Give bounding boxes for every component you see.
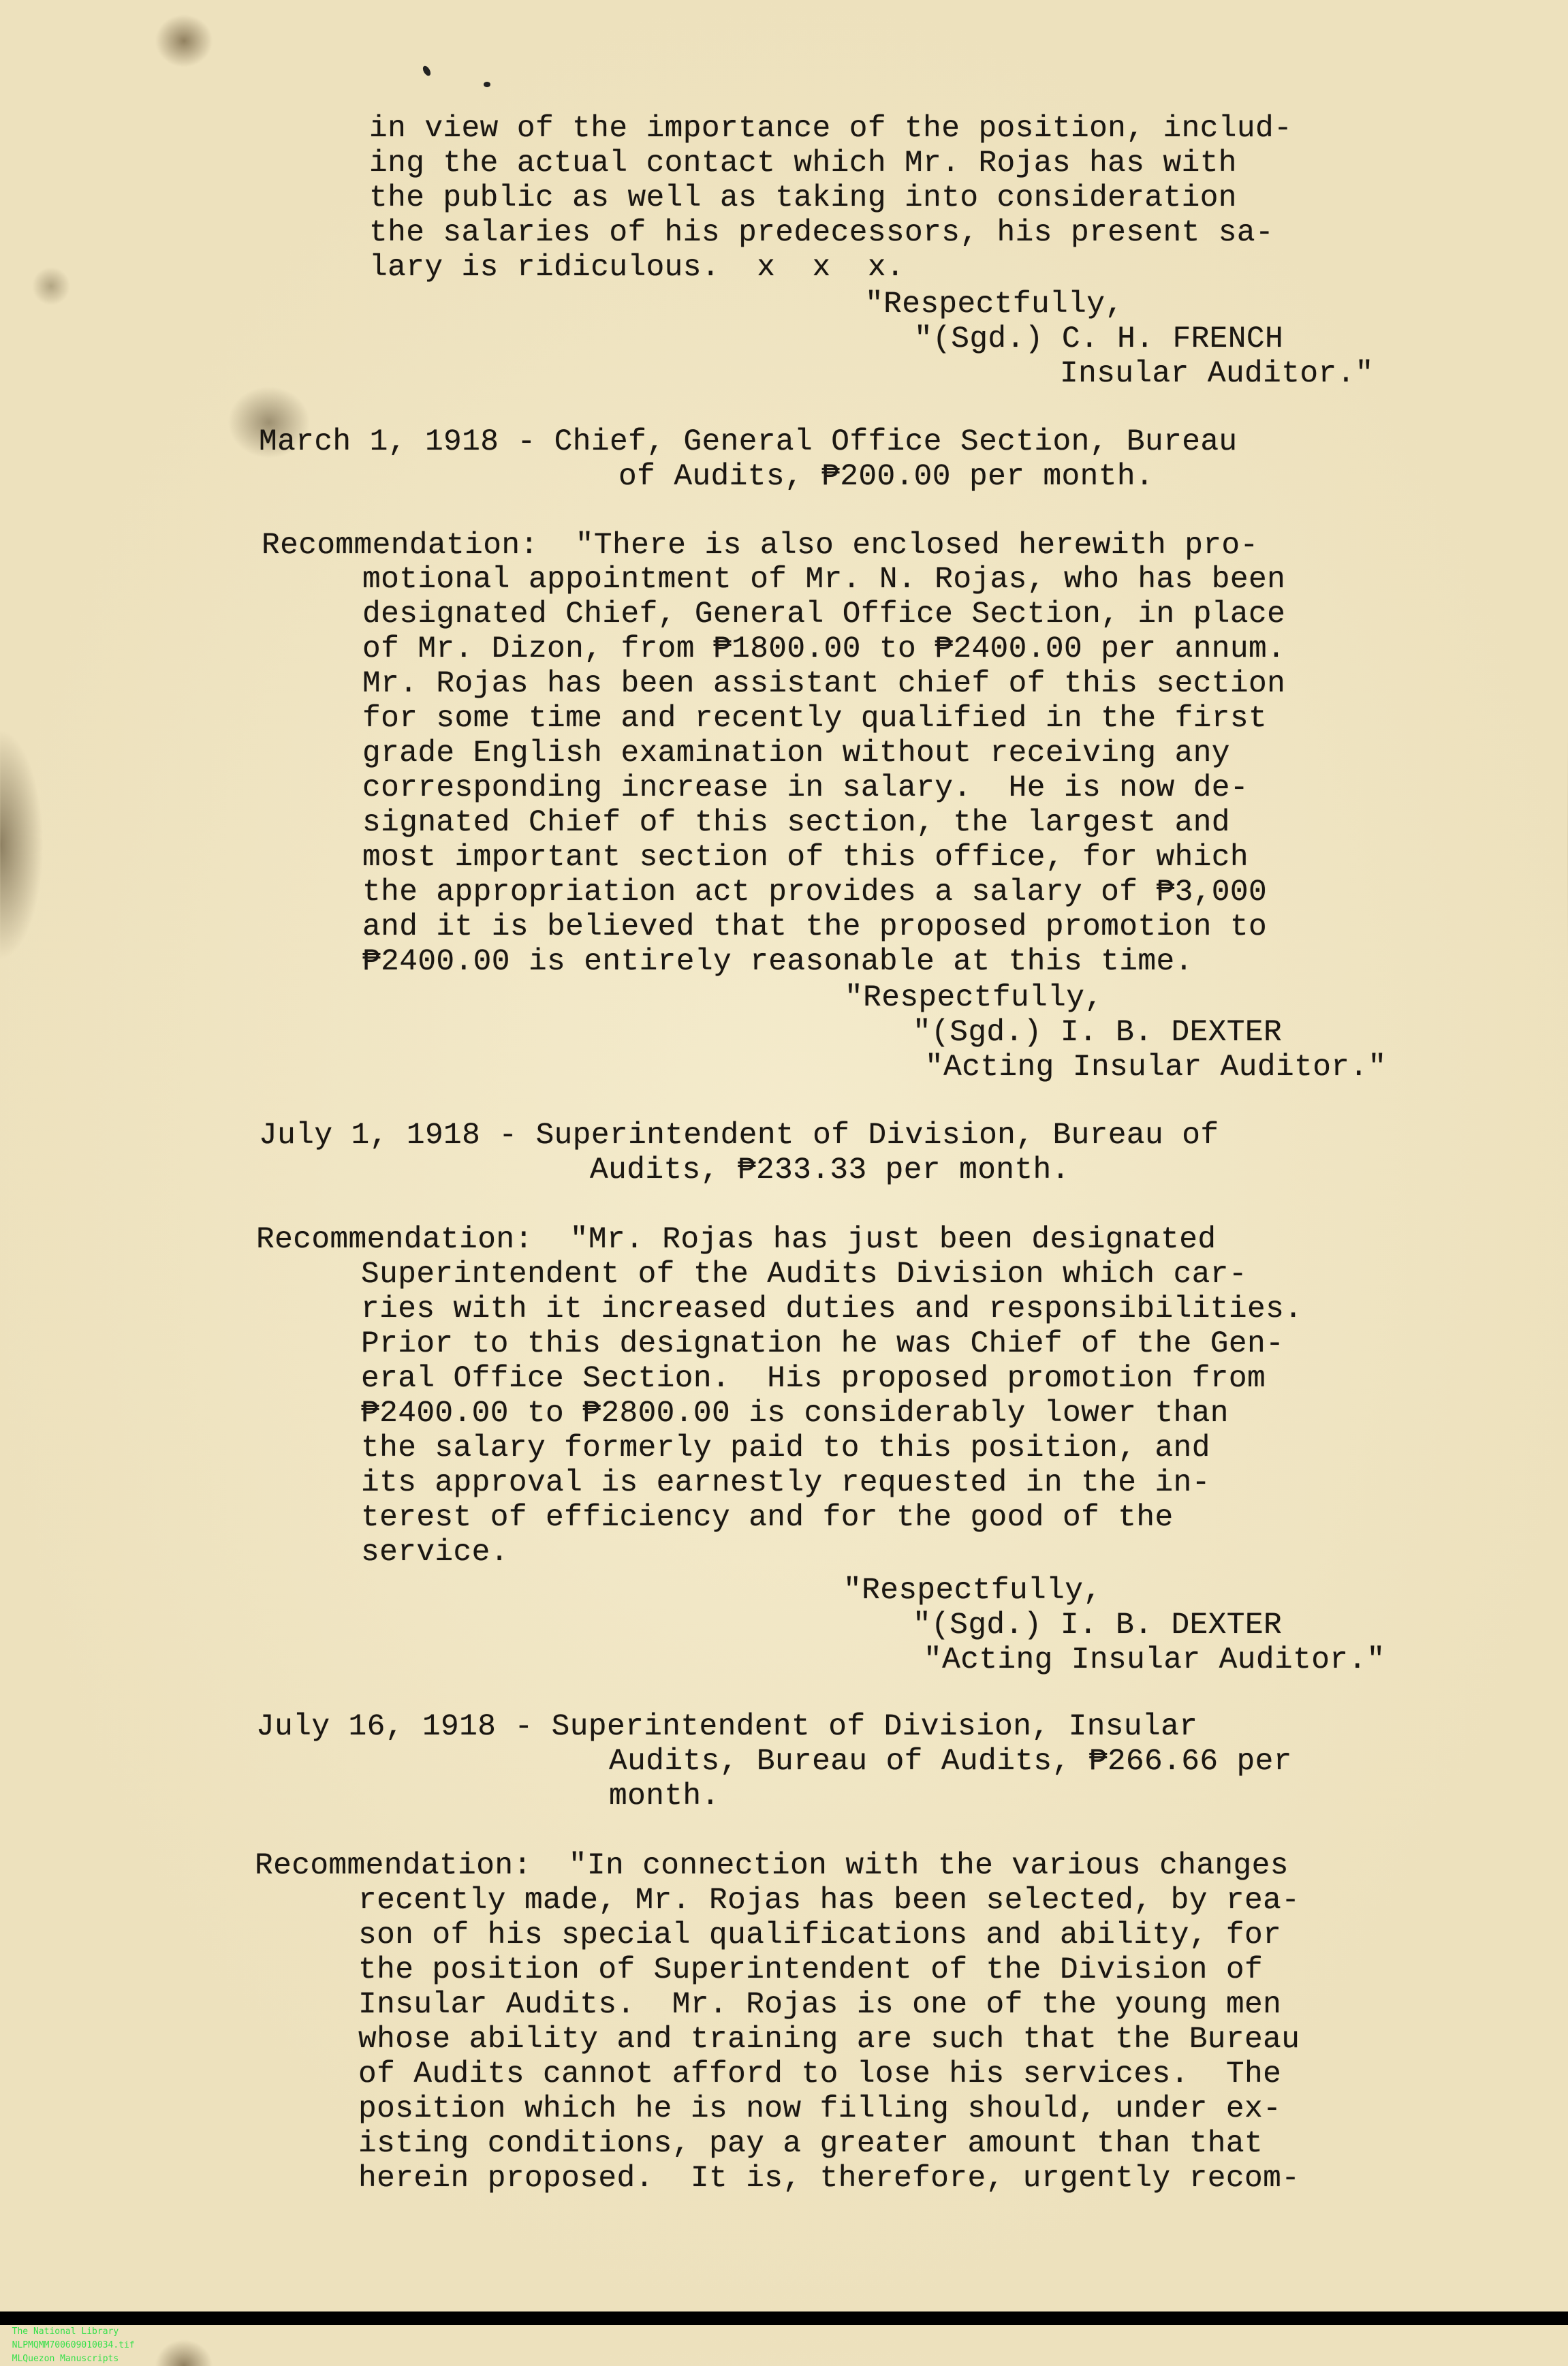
recommendation-text: the position of Superintendent of the Division of [358,1953,1264,1987]
recommendation-text: signated Chief of this section, the largest and [362,806,1230,840]
recommendation-text: Recommendation: "In connection with the various changes [255,1849,1289,1883]
recommendation-text: of Audits cannot afford to lose his services. The [358,2057,1282,2091]
entry-heading: month. [609,1779,720,1814]
entry-heading: of Audits, ₱200.00 per month. [618,460,1155,494]
recommendation-text: of Mr. Dizon, from ₱1800.00 to ₱2400.00 per annum. [362,632,1286,666]
signature-salutation: "Respectfully, [865,287,1124,322]
entry-heading: July 1, 1918 - Superintendent of Division, Bureau of [259,1119,1219,1153]
recommendation-text: for some time and recently qualified in the first [362,702,1268,736]
recommendation-text: its approval is earnestly requested in the in- [361,1466,1210,1500]
recommendation-text: herein proposed. It is, therefore, urgently recom- [358,2162,1300,2196]
text-line: lary is ridiculous. x x x. [369,251,905,285]
recommendation-text: whose ability and training are such that the Bureau [358,2023,1300,2057]
entry-heading: Audits, ₱233.33 per month. [590,1153,1070,1187]
signature-salutation: "Respectfully, [843,1574,1102,1608]
recommendation-text: and it is believed that the proposed promotion to [362,910,1268,944]
signature-title: Insular Auditor." [1060,357,1374,391]
ink-speck [484,82,490,87]
recommendation-text: Recommendation: "There is also enclosed herewith pro- [262,529,1259,563]
recommendation-text: ₱2400.00 is entirely reasonable at this time. [362,945,1193,979]
recommendation-text: ₱2400.00 to ₱2800.00 is considerably lower than [361,1397,1229,1431]
text-line: in view of the importance of the position, includ- [369,112,1293,146]
text-line: the public as well as taking into consideration [369,181,1237,215]
recommendation-text: designated Chief, General Office Section, in place [362,597,1286,632]
recommendation-text: isting conditions, pay a greater amount than that [358,2127,1264,2161]
signature-title: "Acting Insular Auditor." [924,1643,1385,1677]
text-line: ing the actual contact which Mr. Rojas has with [369,146,1237,181]
footer-library: The National Library [12,2326,119,2337]
recommendation-text: service. [361,1536,509,1570]
signature-name: "(Sgd.) C. H. FRENCH [914,322,1284,356]
entry-heading: March 1, 1918 - Chief, General Office Section, Bureau [259,425,1238,459]
recommendation-text: motional appointment of Mr. N. Rojas, who has been [362,563,1286,597]
text-line: the salaries of his predecessors, his present sa- [369,216,1274,250]
entry-heading: Audits, Bureau of Audits, ₱266.66 per [609,1745,1292,1779]
recommendation-text: terest of efficiency and for the good of the [361,1501,1174,1535]
entry-heading: July 16, 1918 - Superintendent of Division, Insular [256,1710,1198,1744]
recommendation-text: Prior to this designation he was Chief of the Gen- [361,1327,1285,1361]
recommendation-text: Recommendation: "Mr. Rojas has just been designated [256,1223,1217,1257]
ink-speck [422,65,433,77]
recommendation-text: position which he is now filling should, under ex- [358,2092,1282,2126]
signature-name: "(Sgd.) I. B. DEXTER [913,1608,1283,1643]
recommendation-text: recently made, Mr. Rojas has been selected, by rea- [358,1884,1300,1918]
signature-name: "(Sgd.) I. B. DEXTER [913,1016,1283,1050]
recommendation-text: most important section of this office, for which [362,841,1249,875]
recommendation-text: Mr. Rojas has been assistant chief of this section [362,667,1286,701]
recommendation-text: grade English examination without receiving any [362,736,1230,770]
recommendation-text: corresponding increase in salary. He is now de- [362,771,1249,805]
recommendation-text: ries with it increased duties and responsibilities. [361,1292,1303,1326]
recommendation-text: son of his special qualifications and ability, for [358,1918,1282,1952]
recommendation-text: Insular Audits. Mr. Rojas is one of the young men [358,1988,1282,2022]
signature-title: "Acting Insular Auditor." [925,1050,1387,1085]
recommendation-text: the salary formerly paid to this position, and [361,1431,1210,1465]
signature-salutation: "Respectfully, [845,981,1103,1015]
archive-footer-bar [0,2311,1568,2364]
recommendation-text: Superintendent of the Audits Division which car- [361,1258,1248,1292]
recommendation-text: eral Office Section. His proposed promotion from [361,1362,1266,1396]
footer-collection: MLQuezon Manuscripts [12,2354,119,2364]
footer-file: NLPMQMM700609010034.tif [12,2340,135,2350]
recommendation-text: the appropriation act provides a salary of ₱3,000 [362,875,1268,909]
